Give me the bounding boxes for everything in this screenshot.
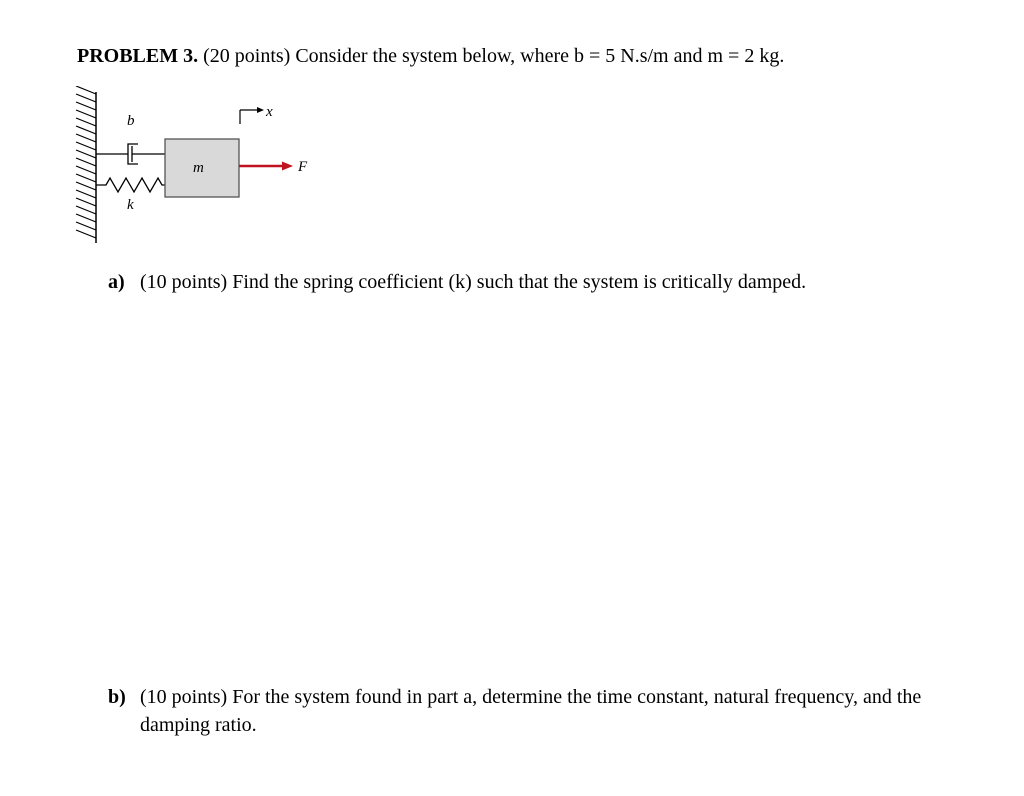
part-b-text: (10 points) For the system found in part a, determine the time constant, natural frequency, and the damping ratio. <box>140 686 922 736</box>
part-a <box>108 268 988 298</box>
displacement-arrow <box>240 110 258 124</box>
problem-title <box>77 44 784 68</box>
part-b <box>108 683 988 743</box>
problem-statement: (20 points) Consider the system below, where b = 5 N.s/m and m = 2 kg. <box>203 45 785 67</box>
displacement-label: x <box>266 104 273 120</box>
mass-spring-damper-diagram <box>72 86 322 246</box>
part-a-text: (10 points) Find the spring coefficient (k) such that the system is critically damped. <box>140 271 807 293</box>
problem-heading: PROBLEM 3. <box>77 45 199 67</box>
part-b-label: b) <box>108 686 126 708</box>
wall <box>76 86 96 243</box>
mass-label: m <box>193 160 204 176</box>
part-a-label: a) <box>108 271 125 293</box>
spring-label: k <box>127 197 134 213</box>
spring <box>96 178 165 192</box>
damper-label: b <box>127 113 135 129</box>
force-label: F <box>298 159 308 175</box>
displacement-arrowhead <box>257 107 264 113</box>
damper <box>96 144 165 164</box>
force-arrowhead <box>282 162 293 171</box>
